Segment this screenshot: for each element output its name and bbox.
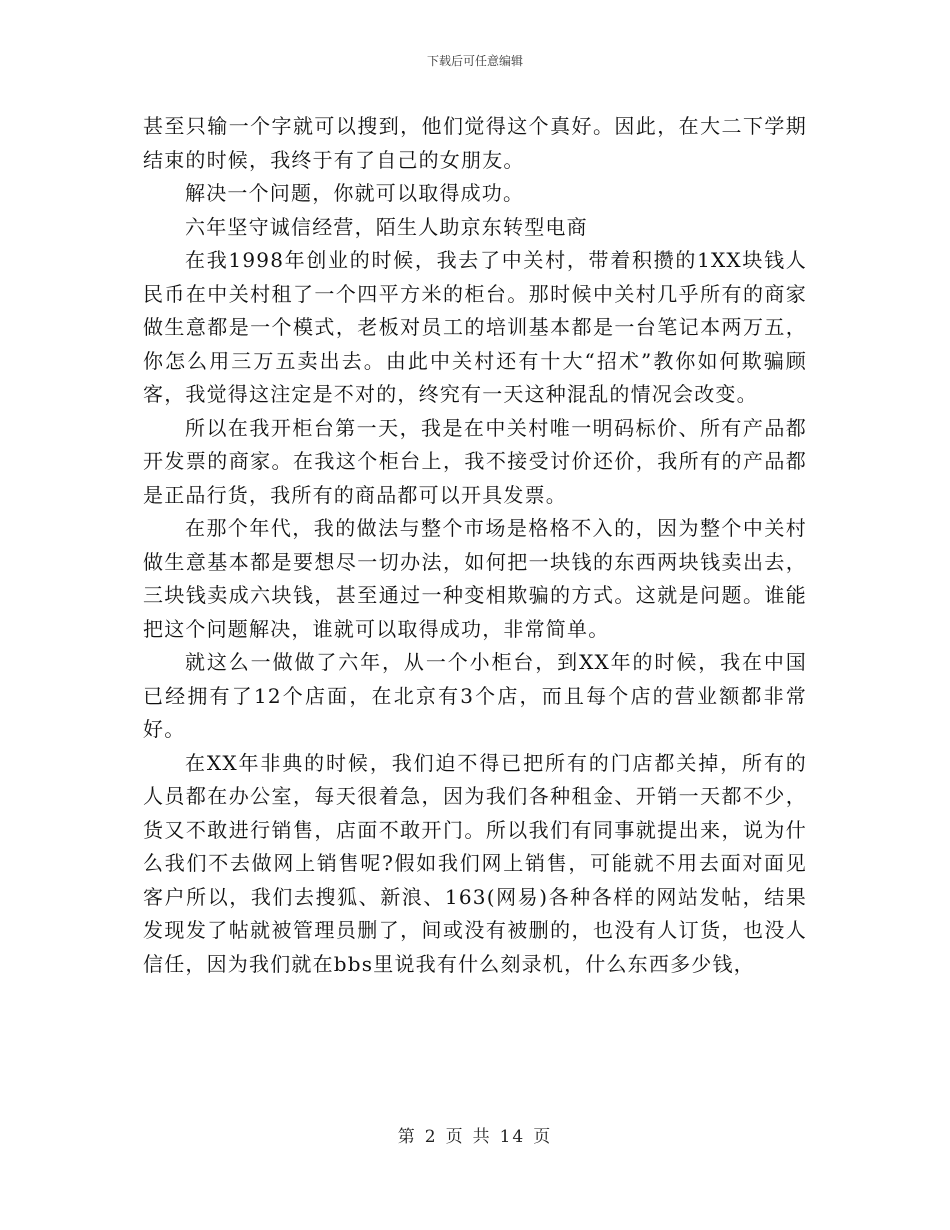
section-heading: 六年坚守诚信经营，陌生人助京东转型电商 <box>185 214 588 239</box>
paragraph-market-era: 在那个年代，我的做法与整个市场是格格不入的，因为整个中关村做生意基本都是要想尽一切办法，如何把一块钱的东西两块钱卖出去，三块钱卖成六块钱，甚至通过一种变相欺骗的方式。这就是问题。谁能把这个问题解决，谁就可以取得成功，非常简单。 <box>143 516 807 641</box>
paragraph-sars: 在XX年非典的时候，我们迫不得已把所有的门店都关掉，所有的人员都在办公室，每天很着急，因为我们各种租金、开销一天都不少，货又不敢进行销售，店面不敢开门。所以我们有同事就提出来，说为什么我们不去做网上销售呢?假如我们网上销售，可能就不用去面对面见客户所以，我们去搜狐、新浪、163(网易)各种各样的网站发帖，结果发现发了帖就被管理员删了，间或没有被删的，也没有人订货，也没人信任，因为我们就在bbs里说我有什么刻录机，什么东西多少钱， <box>143 750 807 976</box>
document-body <box>143 110 807 981</box>
footer-page-word: 页 <box>445 1127 465 1147</box>
paragraph-continuation: 甚至只输一个字就可以搜到，他们觉得这个真好。因此，在大二下学期结束的时候，我终于有了自己的女朋友。 <box>143 114 807 172</box>
footer-total-pages: 14 <box>499 1127 526 1147</box>
footer-suffix: 页 <box>533 1127 553 1147</box>
footer-current-page: 2 <box>424 1127 438 1147</box>
footer-total-word: 共 <box>472 1127 492 1147</box>
paragraph-solve-problem: 解决一个问题，你就可以取得成功。 <box>185 181 525 205</box>
paragraph-1998-startup: 在我1998年创业的时候，我去了中关村，带着积攒的1XX块钱人民币在中关村租了一个四平方米的柜台。那时候中关村几乎所有的商家做生意都是一个模式，老板对员工的培训基本都是一台笔记本两万五，你怎么用三万五卖出去。由此中关村还有十大“招术”教你如何欺骗顾客，我觉得这注定是不对的，终究有一天这种混乱的情况会改变。 <box>143 248 807 406</box>
page-header-note: 下载后可任意编辑 <box>426 54 523 68</box>
footer-prefix: 第 <box>397 1127 417 1147</box>
page-number-footer <box>0 1126 950 1148</box>
paragraph-first-day: 所以在我开柜台第一天，我是在中关村唯一明码标价、所有产品都开发票的商家。在我这个柜台上，我不接受讨价还价，我所有的产品都是正品行货，我所有的商品都可以开具发票。 <box>143 415 807 507</box>
paragraph-six-years: 就这么一做做了六年，从一个小柜台，到XX年的时候，我在中国已经拥有了12个店面，在北京有3个店，而且每个店的营业额都非常好。 <box>143 650 807 741</box>
